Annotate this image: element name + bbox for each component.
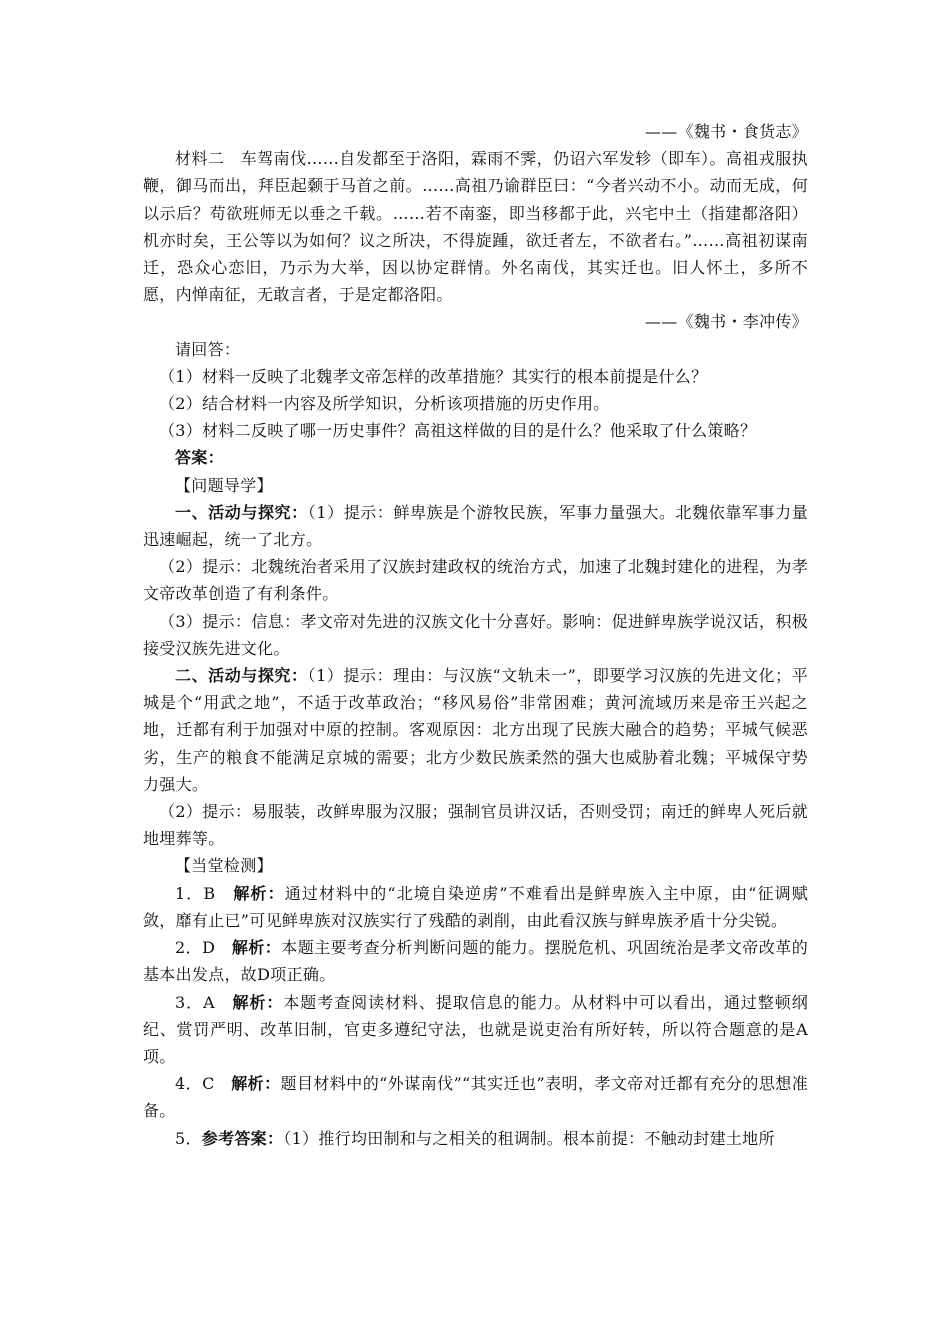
source-citation: ——《魏书・食货志》 <box>644 122 808 141</box>
source-citation: ——《魏书・李冲传》 <box>644 312 808 332</box>
question-prompt: 请回答： <box>175 339 241 359</box>
activity-one-3: （3）提示：信息：孝文帝对先进的汉族文化十分喜好。影响：促进鲜卑族学说汉话，积极接受汉族先进文化。 <box>143 611 808 658</box>
section-heading: 【问题导学】 <box>175 475 273 495</box>
check-item-5: 5．参考答案：（1）推行均田制和与之相关的租调制。根本前提：不触动封建土地所 <box>175 1128 775 1148</box>
material-two: 材料二 车驾南伐……自发都至于洛阳，霖雨不霁，仍诏六军发轸（即车）。高祖戎服执鞭，御马而出，拜臣起颡于马首之前。……高祖乃谕群臣曰：“今者兴动不小。动而无成，何以示后？苟欲班师无以垂之千载。……若不南銮，即当移都于此，兴宅中土（指建都洛阳）机亦时矣，王公等以为如何？议之所决，不得旋踵，欲迁者左，不欲者右。”……高祖初谋南迁，恐众心恋旧，乃示为大举，因以协定群情。外名南伐，其实迁也。旧人怀土，多所不愿，内惮南征，无敢言者，于是定都洛阳。 <box>143 149 808 305</box>
question-1: （1）材料一反映了北魏孝文帝怎样的改革措施？其实行的根本前提是什么？ <box>159 366 708 386</box>
activity-one-2: （2）提示：北魏统治者采用了汉族封建政权的统治方式，加速了北魏封建化的进程，为孝文帝改革创造了有利条件。 <box>143 557 808 604</box>
activity-two-2: （2）提示：易服装，改鲜卑服为汉服；强制官员讲汉话，否则受罚；南迁的鲜卑人死后就地埋葬等。 <box>143 802 808 849</box>
check-item-2: 2．D 解析：本题主要考查分析判断问题的能力。摆脱危机、巩固统治是孝文帝改革的基本出发点，故D项正确。 <box>143 938 808 985</box>
answer-heading: 答案： <box>175 448 224 468</box>
check-item-3: 3．A 解析：本题考查阅读材料、提取信息的能力。从材料中可以看出，通过整顿纲纪、赏罚严明、改革旧制，官吏多遵纪守法，也就是说吏治有所好转，所以符合题意的是A项。 <box>143 992 808 1066</box>
question-2: （2）结合材料一内容及所学知识，分析该项措施的历史作用。 <box>159 394 610 414</box>
question-3: （3）材料二反映了哪一历史事件？高祖这样做的目的是什么？他采取了什么策略？ <box>159 421 757 441</box>
activity-two: 二、活动与探究：（1）提示：理由：与汉族“文轨未一”，即要学习汉族的先进文化；平城是个“用武之地”，不适于改革政治；“移风易俗”非常困难；黄河流域历来是帝王兴起之地，迁都有利于加强对中原的控制。客观原因：北方出现了民族大融合的趋势；平城气候恶劣，生产的粮食不能满足京城的需要；北方少数民族柔然的强大也威胁着北魏；平城保守势力强大。 <box>143 666 808 794</box>
document-page <box>143 118 808 1152</box>
check-item-4: 4．C 解析：题目材料中的“外谋南伐”“其实迁也”表明，孝文帝对迁都有充分的思想准备。 <box>143 1074 809 1121</box>
activity-one: 一、活动与探究：（1）提示：鲜卑族是个游牧民族，军事力量强大。北魏依靠军事力量迅速崛起，统一了北方。 <box>143 502 809 550</box>
check-item-1: 1．B 解析：通过材料中的“北境自染逆虏”不难看出是鲜卑族入主中原，由“征调赋敛，靡有止已”可见鲜卑族对汉族实行了残酷的剥削，由此看汉族与鲜卑族矛盾十分尖锐。 <box>143 883 809 930</box>
section-heading: 【当堂检测】 <box>175 856 273 876</box>
